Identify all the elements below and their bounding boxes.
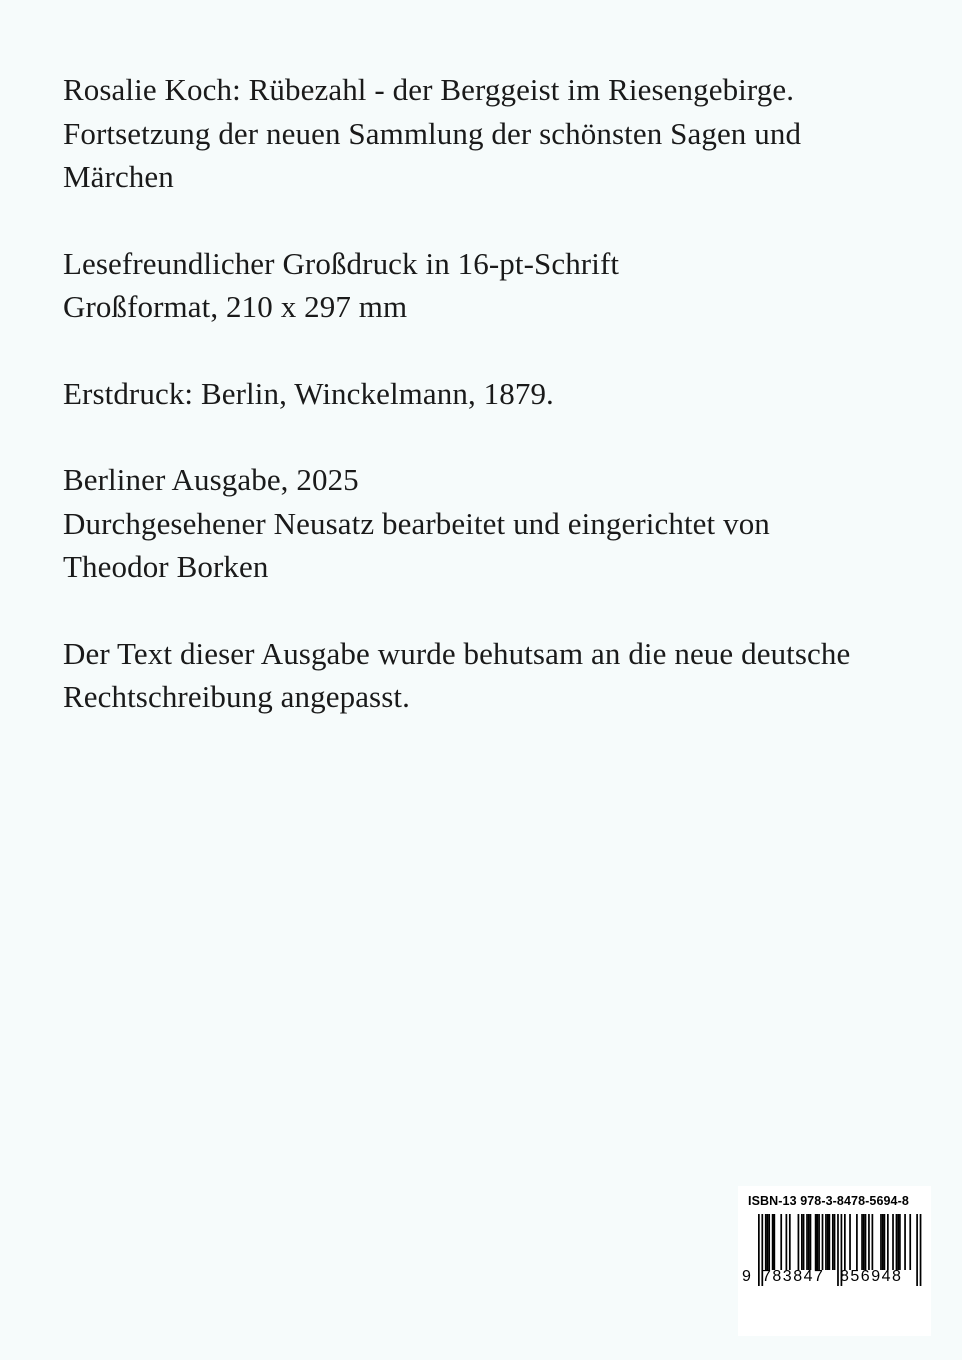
barcode-bar (767, 1214, 769, 1270)
edition-paragraph (63, 458, 923, 589)
format-paragraph (63, 242, 923, 329)
text-line: Theodor Borken (63, 549, 269, 584)
barcode-bar (865, 1214, 867, 1270)
barcode-bar (882, 1214, 884, 1270)
barcode-left-digits: 783847 (762, 1268, 825, 1285)
barcode-bar (884, 1214, 886, 1270)
barcode-bar (880, 1214, 882, 1270)
first-print-paragraph (63, 372, 923, 416)
barcode-bar (786, 1214, 788, 1270)
barcode-bar (899, 1214, 901, 1270)
barcode-bar (816, 1214, 818, 1270)
text-line: Großformat, 210 x 297 mm (63, 289, 408, 324)
barcode-bar (758, 1214, 760, 1286)
barcode-bar (801, 1214, 803, 1270)
barcode-bar (844, 1214, 846, 1270)
barcode-bar (806, 1214, 808, 1270)
text-line: Märchen (63, 159, 174, 194)
isbn-label: ISBN-13 978-3-8478-5694-8 (748, 1194, 909, 1208)
barcode-lead-digit: 9 (742, 1268, 753, 1285)
barcode-bar (909, 1214, 911, 1270)
text-line: Rosalie Koch: Rübezahl - der Berggeist im Riesengebirge. (63, 72, 795, 107)
barcode-bar (916, 1214, 918, 1286)
barcode-bar (803, 1214, 805, 1270)
text-line: Lesefreundlicher Großdruck in 16-pt-Schrift (63, 245, 620, 281)
barcode-bar (896, 1214, 898, 1270)
barcode-bar (829, 1214, 831, 1270)
barcode-bar (810, 1214, 812, 1270)
barcode-bar (815, 1214, 817, 1270)
barcode-bar (818, 1214, 820, 1270)
barcode-bar (773, 1214, 775, 1270)
barcode-bar (822, 1214, 824, 1270)
barcode-bar (863, 1214, 865, 1270)
barcode-bar (868, 1214, 870, 1270)
barcode-right-digits: 856948 (840, 1268, 903, 1285)
barcode-bar (897, 1214, 899, 1270)
barcode-bar (808, 1214, 810, 1270)
barcode-bar (832, 1214, 834, 1270)
text-line: Der Text dieser Ausgabe wurde behutsam an die neue deutsche (63, 635, 851, 671)
text-line: Erstdruck: Berlin, Winckelmann, 1879. (63, 375, 554, 411)
barcode-bar (789, 1214, 791, 1270)
text-line: Fortsetzung der neuen Sammlung der schönsten Sagen und (63, 115, 802, 151)
text-line: Rechtschreibung angepasst. (63, 679, 410, 714)
barcode-bar (765, 1214, 767, 1270)
barcode-bar (904, 1214, 906, 1270)
barcode-bar (849, 1214, 851, 1270)
barcode-bar (861, 1214, 863, 1270)
isbn-barcode (738, 1186, 931, 1336)
barcode-bar (892, 1214, 894, 1270)
barcode-bar (887, 1214, 889, 1270)
imprint-text (63, 68, 923, 762)
barcode-bar (872, 1214, 874, 1270)
barcode-bar (772, 1214, 774, 1270)
barcode-bar (834, 1214, 836, 1270)
barcode-bar (837, 1214, 839, 1286)
barcode-bar (856, 1214, 858, 1270)
barcode-bar (920, 1214, 922, 1286)
barcode-bar (825, 1214, 827, 1270)
barcode-bar (768, 1214, 770, 1270)
text-line: Durchgesehener Neusatz bearbeitet und eingerichtet von (63, 505, 770, 541)
barcode-bar (827, 1214, 829, 1270)
barcode-bar (798, 1214, 800, 1270)
barcode-bar (780, 1214, 782, 1270)
title-paragraph (63, 68, 923, 199)
text-line: Berliner Ausgabe, 2025 (63, 462, 359, 497)
spelling-note-paragraph (63, 632, 923, 719)
